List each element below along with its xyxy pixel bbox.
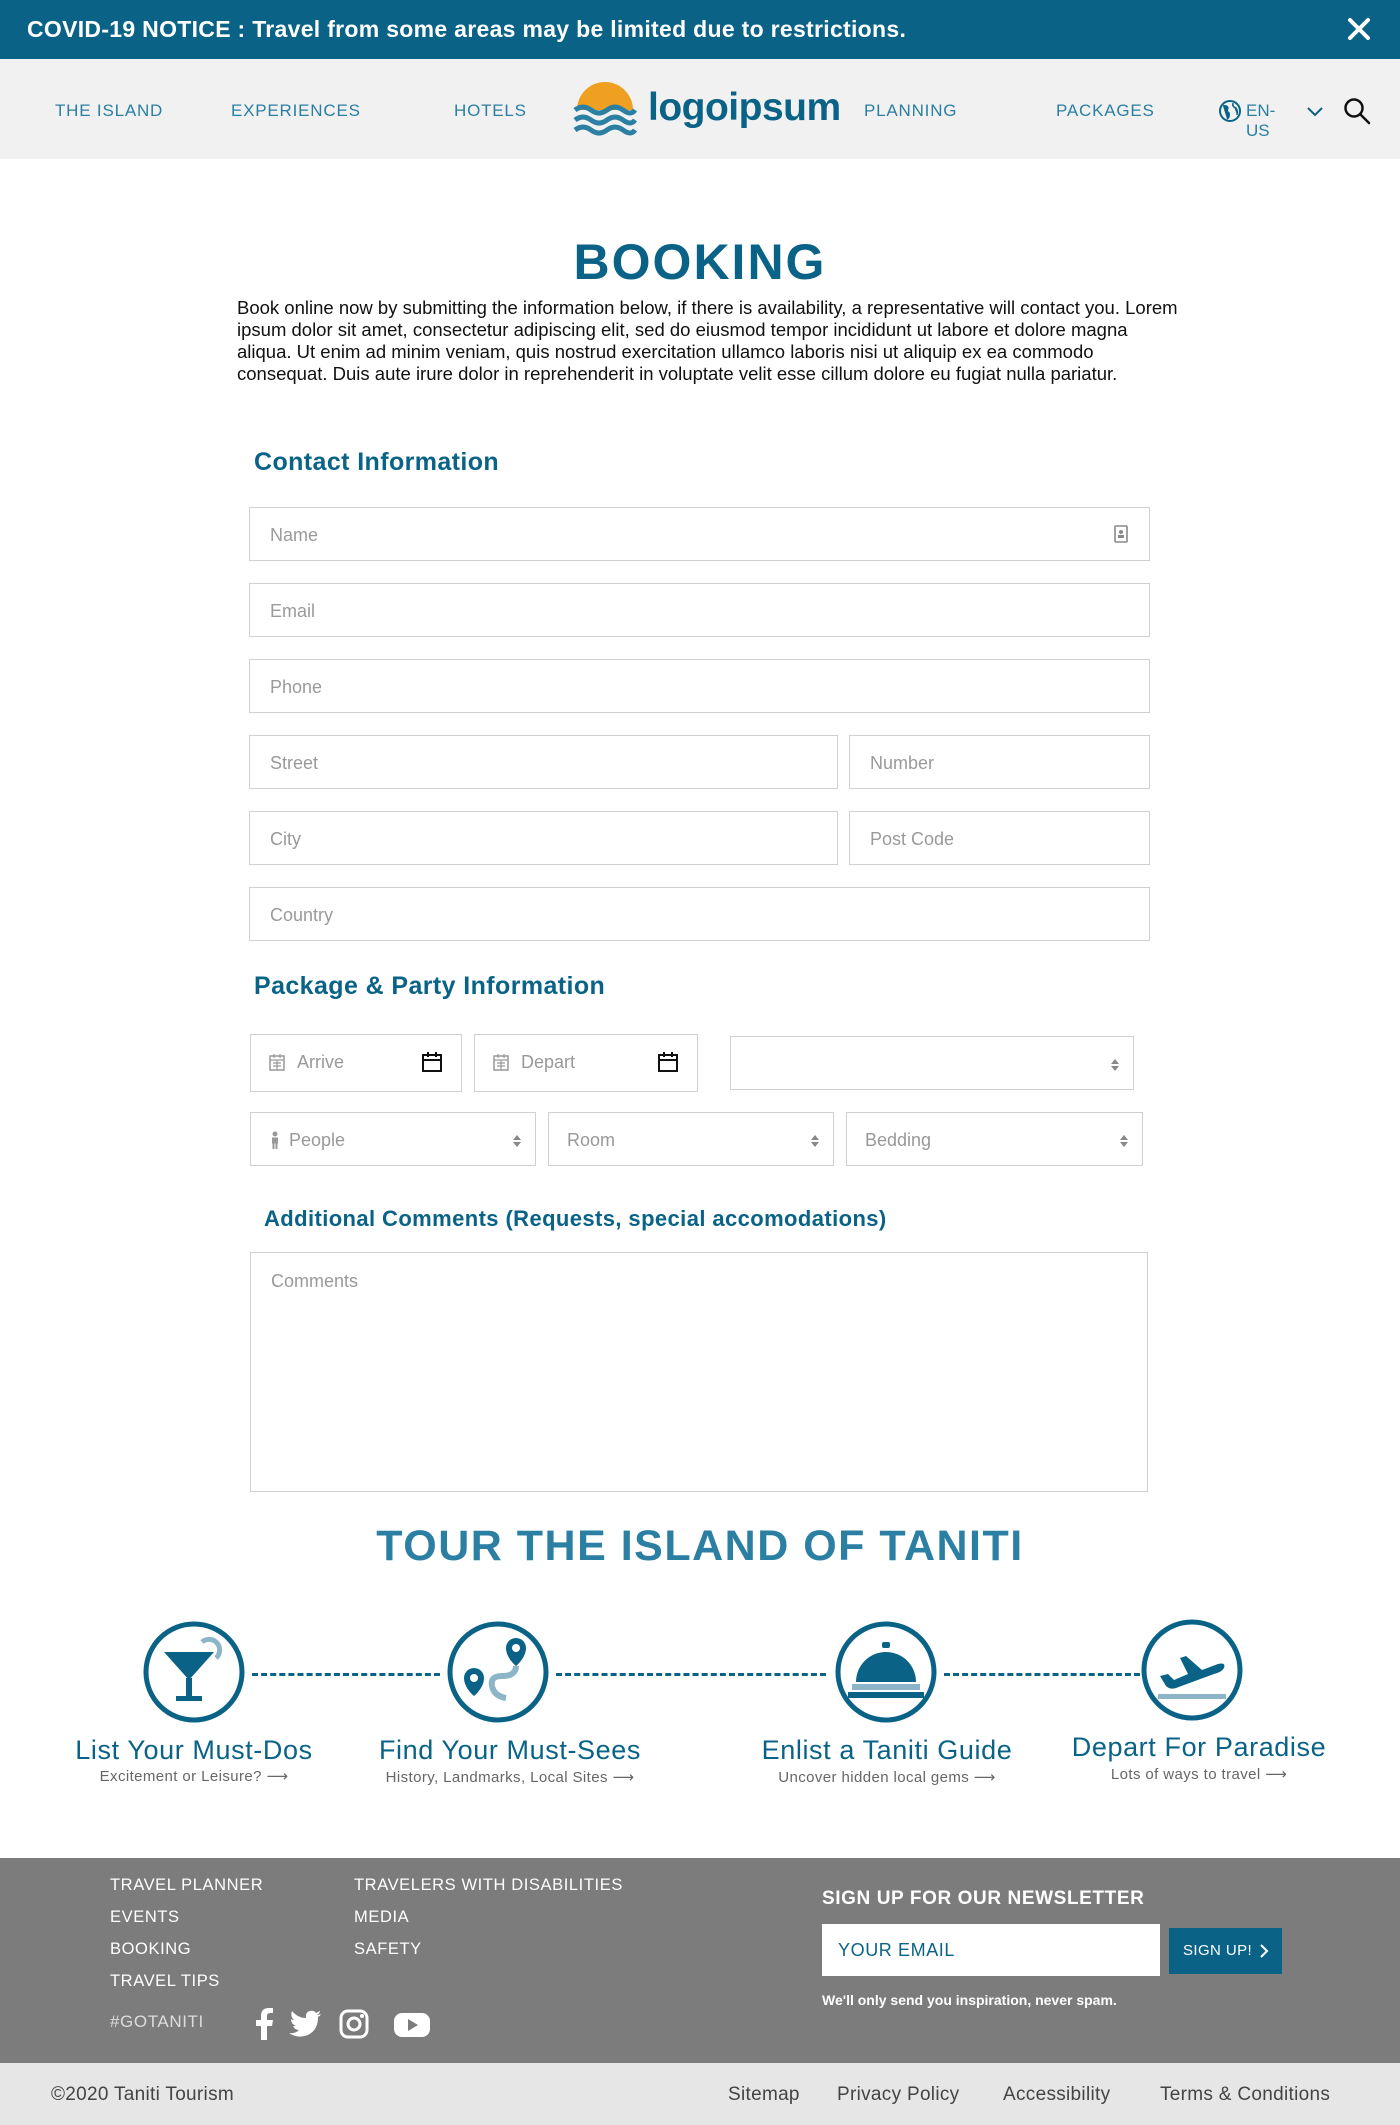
step-subtitle-text: Lots of ways to travel xyxy=(1110,1766,1261,1783)
select-arrows-icon xyxy=(511,1133,523,1149)
footer-link-events[interactable]: EVENTS xyxy=(110,1908,180,1926)
route-dash xyxy=(944,1673,1140,1676)
copyright: ©2020 Taniti Tourism xyxy=(51,2084,235,2105)
calendar-small-icon xyxy=(269,1053,285,1071)
facebook-icon[interactable] xyxy=(254,2008,274,2040)
newsletter-email-placeholder: YOUR EMAIL xyxy=(838,1940,956,1960)
bedding-placeholder: Bedding xyxy=(865,1130,932,1150)
page-title: BOOKING xyxy=(573,234,827,290)
room-placeholder: Room xyxy=(567,1130,616,1150)
nav-item-packages[interactable]: PACKAGES xyxy=(1056,101,1155,120)
search-icon[interactable] xyxy=(1343,97,1371,125)
footer-link-travel-tips[interactable]: TRAVEL TIPS xyxy=(110,1972,220,1990)
package-select[interactable] xyxy=(730,1036,1134,1090)
comments-heading: Additional Comments (Requests, special accomodations) xyxy=(264,1206,887,1231)
close-icon[interactable] xyxy=(1342,12,1376,46)
cocktail-icon[interactable] xyxy=(142,1620,246,1724)
footer-link-terms[interactable]: Terms & Conditions xyxy=(1160,2084,1331,2105)
step-subtitle-text: History, Landmarks, Local Sites xyxy=(385,1769,608,1786)
newsletter-note: We'll only send you inspiration, never spam. xyxy=(822,1992,1117,2008)
calendar-icon[interactable] xyxy=(657,1051,679,1073)
person-icon xyxy=(269,1131,281,1149)
route-dash xyxy=(556,1673,826,1676)
depart-date-field[interactable] xyxy=(474,1034,698,1092)
logo-text: logoipsum xyxy=(648,86,841,129)
street-field[interactable] xyxy=(249,735,838,789)
twitter-icon[interactable] xyxy=(288,2008,322,2040)
arrow-right-icon: ⟶ xyxy=(973,1769,996,1786)
city-placeholder: City xyxy=(270,829,301,849)
room-select[interactable] xyxy=(548,1112,834,1166)
newsletter-title: SIGN UP FOR OUR NEWSLETTER xyxy=(822,1888,1145,1909)
nav-item-the-island[interactable]: THE ISLAND xyxy=(55,101,164,120)
number-field[interactable] xyxy=(849,735,1150,789)
airplane-icon[interactable] xyxy=(1140,1618,1244,1722)
country-placeholder: Country xyxy=(270,905,334,925)
chevron-down-icon xyxy=(1306,106,1324,118)
select-arrows-icon xyxy=(809,1133,821,1149)
signup-button-label: SIGN UP! xyxy=(1183,1942,1253,1959)
chevron-right-icon xyxy=(1259,1944,1269,1958)
footer-link-travel-planner[interactable]: TRAVEL PLANNER xyxy=(110,1876,264,1894)
email-placeholder: Email xyxy=(270,601,316,621)
footer-link-sitemap[interactable]: Sitemap xyxy=(728,2084,800,2105)
bottom-bar xyxy=(0,2063,1400,2125)
route-dash xyxy=(252,1673,440,1676)
street-placeholder: Street xyxy=(270,753,319,773)
covid-banner xyxy=(0,0,1400,59)
youtube-icon[interactable] xyxy=(392,2008,432,2040)
step-subtitle-text: Excitement or Leisure? xyxy=(99,1768,262,1785)
bedding-select[interactable] xyxy=(846,1112,1143,1166)
footer-link-travelers-with-disabilities[interactable]: TRAVELERS WITH DISABILITIES xyxy=(354,1876,623,1894)
instagram-icon[interactable] xyxy=(338,2008,370,2040)
step-title[interactable]: List Your Must-Dos xyxy=(75,1735,313,1765)
country-field[interactable] xyxy=(249,887,1150,941)
step-title[interactable]: Depart For Paradise xyxy=(1071,1732,1327,1762)
phone-field[interactable] xyxy=(249,659,1150,713)
contact-heading: Contact Information xyxy=(254,448,500,476)
select-arrows-icon xyxy=(1109,1057,1121,1073)
footer-link-booking[interactable]: BOOKING xyxy=(110,1940,192,1958)
step-subtitle-text: Uncover hidden local gems xyxy=(778,1769,970,1786)
main-nav xyxy=(0,59,1400,159)
language-label: EN-US xyxy=(1246,101,1276,140)
email-field[interactable] xyxy=(249,583,1150,637)
comments-textarea[interactable] xyxy=(250,1252,1148,1492)
footer-link-media[interactable]: MEDIA xyxy=(354,1908,410,1926)
depart-placeholder: Depart xyxy=(521,1052,576,1072)
arrow-right-icon: ⟶ xyxy=(266,1768,289,1785)
signup-button[interactable] xyxy=(1169,1928,1282,1974)
nav-item-planning[interactable]: PLANNING xyxy=(864,101,958,120)
package-heading: Package & Party Information xyxy=(254,972,606,1000)
tour-title: TOUR THE ISLAND OF TANITI xyxy=(376,1522,1024,1570)
footer-link-safety[interactable]: SAFETY xyxy=(354,1940,422,1958)
logo[interactable] xyxy=(573,82,841,138)
city-field[interactable] xyxy=(249,811,838,865)
select-arrows-icon xyxy=(1118,1133,1130,1149)
nav-item-hotels[interactable]: HOTELS xyxy=(454,101,527,120)
arrow-right-icon: ⟶ xyxy=(612,1769,635,1786)
post-code-field[interactable] xyxy=(849,811,1150,865)
name-placeholder: Name xyxy=(270,525,319,545)
covid-message: COVID-19 NOTICE : Travel from some areas may be limited due to restrictions. xyxy=(27,16,907,42)
calendar-small-icon xyxy=(493,1053,509,1071)
post-code-placeholder: Post Code xyxy=(870,829,955,849)
map-route-icon[interactable] xyxy=(446,1620,550,1724)
phone-placeholder: Phone xyxy=(270,677,323,697)
newsletter-email-input[interactable] xyxy=(822,1924,1160,1976)
step-subtitle[interactable] xyxy=(732,1768,1042,1786)
number-placeholder: Number xyxy=(870,753,935,773)
step-subtitle[interactable] xyxy=(40,1767,348,1785)
hashtag: #GOTANITI xyxy=(110,2012,204,2031)
footer xyxy=(0,1858,1400,2063)
footer-link-accessibility[interactable]: Accessibility xyxy=(1003,2084,1111,2105)
step-subtitle[interactable] xyxy=(355,1768,665,1786)
intro-text: Book online now by submitting the information below, if there is availability, a representative will contact you. Lorem ipsum dolor sit amet, consectetur adipiscing elit, sed do eiusmod tempor incididunt ut labore et dolore magna aliqua. Ut enim ad minim veniam, quis nostrud exercitation ullamco laboris nisi ut aliquip ex ea commodo consequat. Duis aute irure dolor in reprehenderit in voluptate velit esse cillum dolore eu fugiat nulla pariatur. xyxy=(237,297,1178,384)
footer-link-privacy-policy[interactable]: Privacy Policy xyxy=(837,2084,960,2105)
people-select[interactable] xyxy=(250,1112,536,1166)
contact-card-icon xyxy=(1113,524,1129,544)
logo-sun-waves-icon xyxy=(573,82,637,138)
nav-item-experiences[interactable]: EXPERIENCES xyxy=(231,101,361,120)
comments-placeholder: Comments xyxy=(271,1271,359,1291)
name-field[interactable] xyxy=(249,507,1150,561)
people-placeholder: People xyxy=(289,1130,346,1150)
step-title[interactable]: Enlist a Taniti Guide xyxy=(761,1735,1013,1765)
service-bell-icon[interactable] xyxy=(834,1620,938,1724)
step-title[interactable]: Find Your Must-Sees xyxy=(378,1735,642,1765)
arrow-right-icon: ⟶ xyxy=(1265,1766,1288,1783)
step-subtitle[interactable] xyxy=(1040,1765,1358,1783)
calendar-icon[interactable] xyxy=(421,1051,443,1073)
arrive-date-field[interactable] xyxy=(250,1034,462,1092)
arrive-placeholder: Arrive xyxy=(297,1052,345,1072)
globe-icon xyxy=(1218,99,1242,123)
